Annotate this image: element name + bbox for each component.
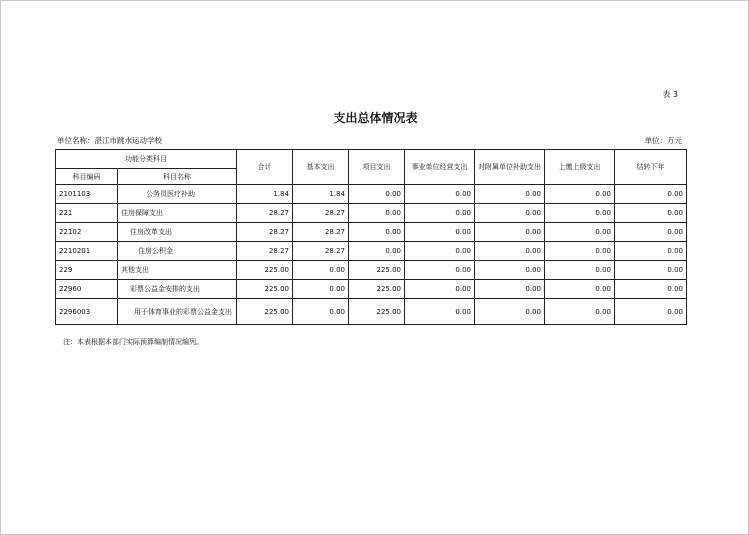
total-value: 28.27 [237,204,293,223]
subject-code: 221 [56,204,118,223]
higher-value: 0.00 [545,261,615,280]
header-subject-code: 科目编码 [56,169,118,185]
expenditure-table [55,149,687,325]
business-value: 0.00 [405,299,475,325]
project-value: 0.00 [349,242,405,261]
header-business-expenditure: 事业单位经营支出 [405,150,475,185]
higher-value: 0.00 [545,185,615,204]
subsidy-value: 0.00 [475,280,545,299]
project-value: 0.00 [349,185,405,204]
subject-name: 公务员医疗补助 [118,185,237,204]
unit-name-label: 单位名称：湛江市跳水运动学校 [57,136,162,145]
basic-value: 0.00 [293,299,349,325]
subject-name: 用于体育事业的彩票公益金支出 [118,299,237,325]
higher-value: 0.00 [545,242,615,261]
total-value: 225.00 [237,261,293,280]
total-value: 1.84 [237,185,293,204]
subject-code: 2210201 [56,242,118,261]
project-value: 0.00 [349,204,405,223]
subject-code: 229 [56,261,118,280]
subsidy-value: 0.00 [475,261,545,280]
header-subsidy-expenditure: 对附属单位补助支出 [475,150,545,185]
table-row [56,204,687,223]
currency-unit-label: 单位：万元 [644,136,682,145]
carry-value: 0.00 [615,299,687,325]
business-value: 0.00 [405,242,475,261]
subject-code: 22960 [56,280,118,299]
subject-name: 住房公积金 [118,242,237,261]
basic-value: 0.00 [293,261,349,280]
header-total: 合计 [237,150,293,185]
carry-value: 0.00 [615,223,687,242]
basic-value: 28.27 [293,223,349,242]
basic-value: 0.00 [293,280,349,299]
subject-code: 2101103 [56,185,118,204]
subsidy-value: 0.00 [475,185,545,204]
higher-value: 0.00 [545,204,615,223]
table-row [56,261,687,280]
carry-value: 0.00 [615,204,687,223]
header-project-expenditure: 项目支出 [349,150,405,185]
header-function-classification: 功能分类科目 [56,150,237,169]
page-title: 支出总体情况表 [333,111,418,125]
subject-code: 22102 [56,223,118,242]
higher-value: 0.00 [545,299,615,325]
project-value: 225.00 [349,299,405,325]
footnote: 注：本表根据本部门实际预算编制情况编列。 [63,338,203,346]
total-value: 225.00 [237,280,293,299]
basic-value: 28.27 [293,204,349,223]
header-higher-level-expenditure: 上缴上级支出 [545,150,615,185]
subject-name: 其他支出 [118,261,237,280]
project-value: 0.00 [349,223,405,242]
higher-value: 0.00 [545,223,615,242]
subsidy-value: 0.00 [475,242,545,261]
total-value: 225.00 [237,299,293,325]
carry-value: 0.00 [615,280,687,299]
subject-name: 住房改革支出 [118,223,237,242]
subsidy-value: 0.00 [475,223,545,242]
subsidy-value: 0.00 [475,299,545,325]
total-value: 28.27 [237,242,293,261]
table-row [56,185,687,204]
table-row [56,223,687,242]
table-row [56,299,687,325]
higher-value: 0.00 [545,280,615,299]
project-value: 225.00 [349,261,405,280]
subject-name: 住房保障支出 [118,204,237,223]
carry-value: 0.00 [615,261,687,280]
header-carry-forward: 结转下年 [615,150,687,185]
subsidy-value: 0.00 [475,204,545,223]
business-value: 0.00 [405,185,475,204]
business-value: 0.00 [405,261,475,280]
header-subject-name: 科目名称 [118,169,237,185]
business-value: 0.00 [405,223,475,242]
carry-value: 0.00 [615,242,687,261]
header-basic-expenditure: 基本支出 [293,150,349,185]
basic-value: 1.84 [293,185,349,204]
basic-value: 28.27 [293,242,349,261]
table-row [56,242,687,261]
carry-value: 0.00 [615,185,687,204]
business-value: 0.00 [405,204,475,223]
table-number: 表 3 [662,90,678,99]
total-value: 28.27 [237,223,293,242]
project-value: 225.00 [349,280,405,299]
subject-code: 2296003 [56,299,118,325]
subject-name: 彩票公益金安排的支出 [118,280,237,299]
business-value: 0.00 [405,280,475,299]
table-row [56,280,687,299]
